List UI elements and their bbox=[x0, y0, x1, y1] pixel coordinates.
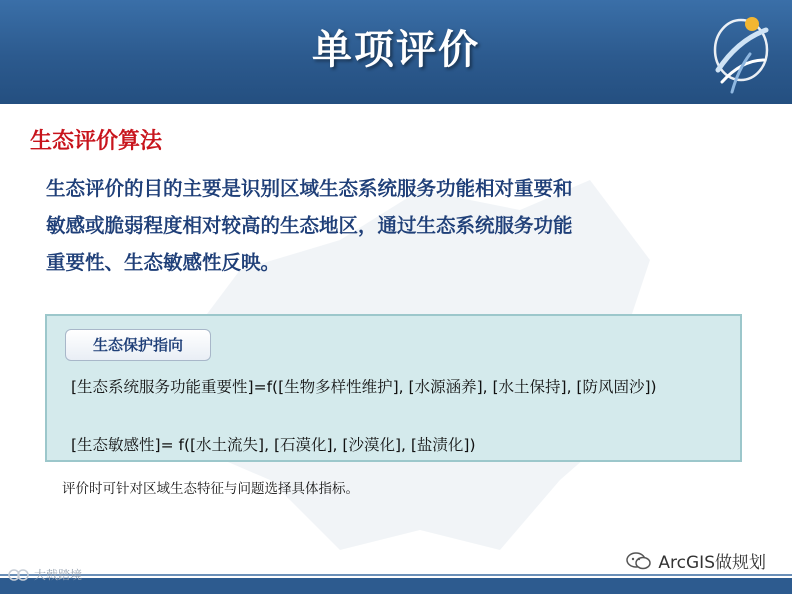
formula-ecological-sensitivity: [生态敏感性]= f([水土流失], [石漠化], [沙漠化], [盐渍化]) bbox=[71, 436, 476, 454]
box-tab-label: 生态保护指向 bbox=[65, 329, 211, 361]
header-banner bbox=[0, 0, 792, 104]
watermark-account-text: ArcGIS做规划 bbox=[658, 553, 766, 573]
camera-icon bbox=[8, 568, 30, 582]
section-heading: 生态评价算法 bbox=[30, 129, 163, 154]
watermark-source-text: 大戟踏境 bbox=[34, 568, 83, 582]
footnote: 评价时可针对区域生态特征与问题选择具体指标。 bbox=[62, 481, 359, 497]
intro-paragraph bbox=[46, 170, 726, 281]
intro-line: 生态评价的目的主要是识别区域生态系统服务功能相对重要和 bbox=[46, 177, 573, 200]
footer-bar bbox=[0, 578, 792, 594]
logo-icon bbox=[708, 10, 774, 96]
wechat-icon bbox=[626, 551, 652, 571]
intro-line: 敏感或脆弱程度相对较高的生态地区，通过生态系统服务功能 bbox=[46, 214, 573, 237]
watermark-account bbox=[626, 548, 766, 573]
intro-line: 重要性、生态敏感性反映。 bbox=[46, 251, 281, 274]
formula-service-importance: [生态系统服务功能重要性]=f([生物多样性维护], [水源涵养], [水土保持], [防风固沙]) bbox=[71, 378, 657, 396]
ecology-protection-box bbox=[45, 314, 742, 462]
footer-divider bbox=[0, 574, 792, 576]
watermark-source bbox=[8, 566, 82, 583]
page-title: 单项评价 bbox=[312, 27, 480, 73]
